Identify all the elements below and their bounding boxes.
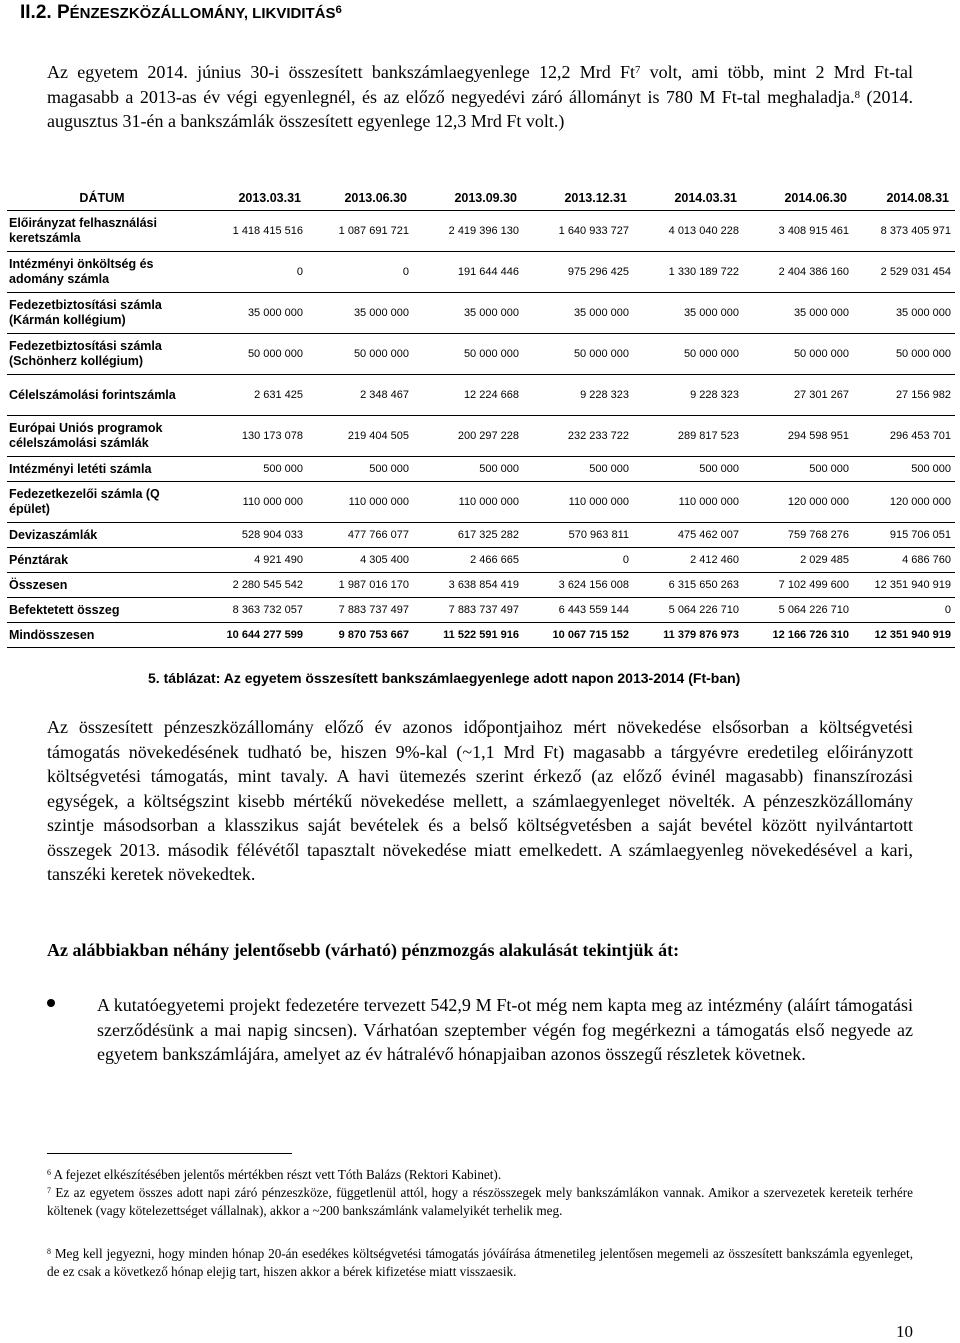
bullet-icon: [47, 999, 55, 1007]
header-label: DÁTUM: [7, 186, 201, 211]
table-cell: 0: [307, 252, 413, 293]
table-cell: 4 921 490: [201, 548, 307, 573]
table-body: [7, 211, 955, 648]
table-cell: 7 883 737 497: [307, 598, 413, 623]
footnote-number: 8: [47, 1247, 51, 1257]
table-cell: 232 233 722: [523, 416, 633, 457]
table-cell: 0: [201, 252, 307, 293]
table-cell: 110 000 000: [523, 482, 633, 523]
table-cell: 50 000 000: [523, 334, 633, 375]
footnote-ref[interactable]: 7: [634, 64, 641, 77]
table-cell: 4 686 760: [853, 548, 955, 573]
table-cell: 191 644 446: [413, 252, 523, 293]
table-cell: 35 000 000: [307, 293, 413, 334]
table-cell: 110 000 000: [413, 482, 523, 523]
table-cell: 50 000 000: [743, 334, 853, 375]
table-cell: 294 598 951: [743, 416, 853, 457]
table-cell: 50 000 000: [413, 334, 523, 375]
bank-balance-table: [7, 186, 955, 648]
table-cell: 10 644 277 599: [201, 623, 307, 648]
table-cell: 12 351 940 919: [853, 573, 955, 598]
section-number: II.2.: [20, 2, 52, 23]
table-cell: 50 000 000: [853, 334, 955, 375]
table-row: [7, 293, 955, 334]
row-label: Célelszámolási forintszámla: [7, 375, 201, 416]
table-header-row: [7, 186, 955, 211]
table-row: [7, 523, 955, 548]
table-cell: 50 000 000: [201, 334, 307, 375]
table-row: [7, 334, 955, 375]
table-cell: 110 000 000: [633, 482, 743, 523]
table-row: [7, 598, 955, 623]
table-cell: 500 000: [201, 457, 307, 482]
table-row: [7, 375, 955, 416]
table-cell: 200 297 228: [413, 416, 523, 457]
table-cell: 2 466 665: [413, 548, 523, 573]
column-header: 2013.03.31: [201, 186, 307, 211]
table-cell: 759 768 276: [743, 523, 853, 548]
table-cell: 35 000 000: [413, 293, 523, 334]
footnote-number: 7: [47, 1186, 51, 1196]
table-row: [7, 211, 955, 252]
table-cell: 5 064 226 710: [633, 598, 743, 623]
table-cell: 6 315 650 263: [633, 573, 743, 598]
table-cell: 3 408 915 461: [743, 211, 853, 252]
table-cell: 1 330 189 722: [633, 252, 743, 293]
table-row: [7, 252, 955, 293]
table-cell: 4 013 040 228: [633, 211, 743, 252]
table-cell: 27 301 267: [743, 375, 853, 416]
footnote-ref[interactable]: 6: [335, 3, 342, 16]
footnote-number: 6: [47, 1168, 51, 1178]
table-cell: 8 363 732 057: [201, 598, 307, 623]
table-caption: 5. táblázat: Az egyetem összesített bankszámlaegyenlege adott napon 2013-2014 (Ft-ban): [148, 670, 741, 686]
row-label: Összesen: [7, 573, 201, 598]
table-cell: 12 224 668: [413, 375, 523, 416]
bullet-item: [47, 993, 913, 1067]
footnote-divider: [47, 1153, 292, 1154]
table-cell: 475 462 007: [633, 523, 743, 548]
table-cell: 35 000 000: [853, 293, 955, 334]
table-cell: 528 904 033: [201, 523, 307, 548]
table-cell: 9 228 323: [523, 375, 633, 416]
table-row: [7, 457, 955, 482]
section-title: ÉNZESZKÖZÁLLOMÁNY, LIKVIDITÁS: [69, 5, 336, 22]
column-header: 2014.03.31: [633, 186, 743, 211]
table-cell: 2 029 485: [743, 548, 853, 573]
table-cell: 0: [853, 598, 955, 623]
table-cell: 110 000 000: [201, 482, 307, 523]
table-cell: 11 522 591 916: [413, 623, 523, 648]
column-header: 2013.06.30: [307, 186, 413, 211]
table-cell: 570 963 811: [523, 523, 633, 548]
subheading: Az alábbiakban néhány jelentősebb (várható) pénzmozgás alakulását tekintjük át:: [47, 940, 680, 960]
table-cell: 3 624 156 008: [523, 573, 633, 598]
row-label: Befektetett összeg: [7, 598, 201, 623]
table-cell: 2 631 425: [201, 375, 307, 416]
table-row: [7, 573, 955, 598]
table-cell: 35 000 000: [633, 293, 743, 334]
table-cell: 7 102 499 600: [743, 573, 853, 598]
table-row: [7, 548, 955, 573]
table-cell: 120 000 000: [853, 482, 955, 523]
table-cell: 975 296 425: [523, 252, 633, 293]
row-label: Fedezetbiztosítási számla (Schönherz kollégium): [7, 334, 201, 375]
table-cell: 2 419 396 130: [413, 211, 523, 252]
intro-paragraph: Az egyetem 2014. június 30-i összesített bankszámlaegyenlege 12,2 Mrd Ft$^7$ volt, ami több, mint 2 Mrd Ft-tal magasabb a 2013-as év végi egyenlegnél, és az előző negyedévi záró állományt is 780 M Ft-tal meghaladja.$^8$ (2014. augusztus 31-én a bankszámlák összesített egyenlege 12,3 Mrd Ft volt.): [47, 62, 914, 131]
row-label: Európai Uniós programok célelszámolási számlák: [7, 416, 201, 457]
table-cell: 12 351 940 919: [853, 623, 955, 648]
table-cell: 477 766 077: [307, 523, 413, 548]
table-cell: 50 000 000: [633, 334, 743, 375]
section-heading: [20, 2, 342, 24]
row-label: Mindösszesen: [7, 623, 201, 648]
table-row: [7, 416, 955, 457]
table-cell: 1 640 933 727: [523, 211, 633, 252]
column-header: 2013.12.31: [523, 186, 633, 211]
table-row: [7, 623, 955, 648]
table-cell: 50 000 000: [307, 334, 413, 375]
bullet-text: A kutatóegyetemi projekt fedezetére tervezett 542,9 M Ft-ot még nem kapta meg az intézmény (aláírt támogatási szerződésünk a mai napig sincsen). Várhatóan szeptember végén fog megérkezni a támogatás első negyede az egyetem bankszámlájára, amelyet az év hátralévő hónapjaiban azonos összegű részletek követnek.: [97, 995, 913, 1064]
footnote: $^6$ A fejezet elkészítésében jelentős mértékben részt vett Tóth Balázs (Rektori Kabinet).: [47, 1167, 502, 1182]
table-cell: 10 067 715 152: [523, 623, 633, 648]
table-cell: 120 000 000: [743, 482, 853, 523]
table-cell: 2 529 031 454: [853, 252, 955, 293]
footnote-ref[interactable]: 8: [854, 88, 861, 101]
table-cell: 500 000: [307, 457, 413, 482]
table-cell: 9 228 323: [633, 375, 743, 416]
row-label: Intézményi önköltség és adomány számla: [7, 252, 201, 293]
table-cell: 2 412 460: [633, 548, 743, 573]
table-cell: 1 987 016 170: [307, 573, 413, 598]
table-cell: 11 379 876 973: [633, 623, 743, 648]
row-label: Előirányzat felhasználási keretszámla: [7, 211, 201, 252]
table-cell: 130 173 078: [201, 416, 307, 457]
table-cell: 289 817 523: [633, 416, 743, 457]
table-cell: 617 325 282: [413, 523, 523, 548]
table-cell: 5 064 226 710: [743, 598, 853, 623]
table-cell: 1 087 691 721: [307, 211, 413, 252]
table-cell: 4 305 400: [307, 548, 413, 573]
row-label: Pénztárak: [7, 548, 201, 573]
table-cell: 110 000 000: [307, 482, 413, 523]
page-number: 10: [896, 1322, 913, 1341]
table-cell: 27 156 982: [853, 375, 955, 416]
table-cell: 2 280 545 542: [201, 573, 307, 598]
table-cell: 6 443 559 144: [523, 598, 633, 623]
body-paragraph: Az összesített pénzeszközállomány előző év azonos időpontjaihoz mért növekedése elsősorban a költségvetési támogatás növekedésének tudható be, hiszen 9%-kal (~1,1 Mrd Ft) magasabb a tárgyévre eredetileg előirányzott költségvetési támogatás, mint tavaly. A havi ütemezés szerint érkező (az előző évinél magasabb) finanszírozási egységek, a költségszint kisebb mértékű növekedése mellett, a számlaegyenleget növelték. A pénzeszközállomány szintje másodsorban a klasszikus saját bevételek és a belső költségvetésben a saját bevétel között nyilvántartott összegek 2013. második félévétől tapasztalt növekedése miatt emelkedett. A számlaegyenleg növekedésével a kari, tanszéki keretek növekedtek.: [47, 717, 913, 884]
row-label: Devizaszámlák: [7, 523, 201, 548]
footnote: $^8$ Meg kell jegyezni, hogy minden hónap 20-án esedékes költségvetési támogatás jóváírása átmenetileg jelentősen megemeli az összesített bankszámla egyenleget, de ez csak a következő hónap elejig tart, hiszen akkor a bérek kifizetése miatt visszaesik.: [47, 1246, 913, 1279]
table-cell: 12 166 726 310: [743, 623, 853, 648]
table-cell: 35 000 000: [743, 293, 853, 334]
table-cell: 219 404 505: [307, 416, 413, 457]
section-title-initial: P: [56, 2, 70, 23]
table-cell: 500 000: [523, 457, 633, 482]
table-cell: 500 000: [853, 457, 955, 482]
table-cell: 500 000: [743, 457, 853, 482]
table-cell: 3 638 854 419: [413, 573, 523, 598]
row-label: Fedezetbiztosítási számla (Kármán kollégium): [7, 293, 201, 334]
table-cell: 500 000: [633, 457, 743, 482]
table-cell: 35 000 000: [201, 293, 307, 334]
footnote: $^7$ Ez az egyetem összes adott napi záró pénzeszköze, függetlenül attól, hogy a részösszegek mely bankszámlákon vannak. Amikor a szervezetek kereteik terhére költenek (vagy kötelezettséget vállalnak), akkor a ~200 bankszámlánk valamelyikét terhelik meg.: [47, 1185, 913, 1218]
column-header: 2013.09.30: [413, 186, 523, 211]
column-header: 2014.08.31: [853, 186, 955, 211]
table-cell: 2 348 467: [307, 375, 413, 416]
table-cell: 8 373 405 971: [853, 211, 955, 252]
table-cell: 296 453 701: [853, 416, 955, 457]
table-cell: 500 000: [413, 457, 523, 482]
table-cell: 1 418 415 516: [201, 211, 307, 252]
table-cell: 35 000 000: [523, 293, 633, 334]
table-row: [7, 482, 955, 523]
table-cell: 9 870 753 667: [307, 623, 413, 648]
table-cell: 915 706 051: [853, 523, 955, 548]
row-label: Intézményi letéti számla: [7, 457, 201, 482]
table-cell: 0: [523, 548, 633, 573]
column-header: 2014.06.30: [743, 186, 853, 211]
table-cell: 7 883 737 497: [413, 598, 523, 623]
table-cell: 2 404 386 160: [743, 252, 853, 293]
row-label: Fedezetkezelői számla (Q épület): [7, 482, 201, 523]
